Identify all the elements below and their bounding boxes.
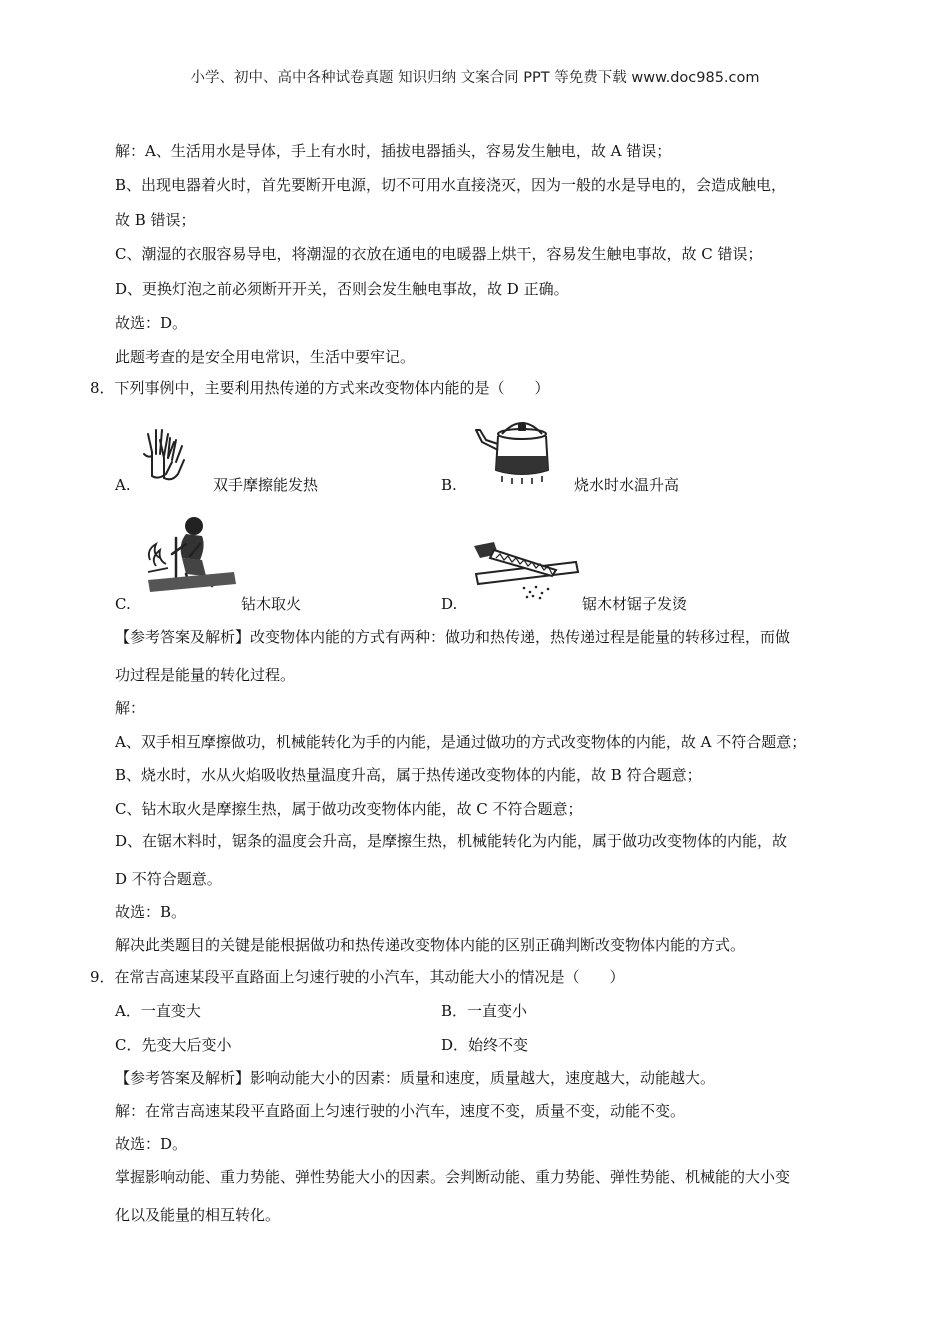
q9-analysis: 【参考答案及解析】影响动能大小的因素：质量和速度，质量越大，速度越大，动能越大。 bbox=[115, 1069, 716, 1087]
q7-solution-line-b: B、出现电器着火时，首先要断开电源，切不可用水直接浇灭，因为一般的水是导电的，会造成触电， bbox=[115, 176, 787, 194]
q7-solution-line-c: C、潮湿的衣服容易导电，将潮湿的衣放在通电的电暖器上烘干，容易发生触电事故，故 C 错误； bbox=[115, 245, 763, 263]
q9-choice: 故选：D。 bbox=[115, 1135, 188, 1153]
rubbing-hands-icon bbox=[138, 424, 194, 482]
q9-summary-line-1: 掌握影响动能、重力势能、弹性势能大小的因素。会判断动能、重力势能、弹性势能、机械能的大小变 bbox=[115, 1168, 791, 1186]
drilling-wood-fire-icon bbox=[142, 514, 242, 596]
q9-option-b: B．一直变小 bbox=[441, 1002, 528, 1020]
saw-wood-icon bbox=[472, 540, 582, 604]
q8-option-c-letter: C. bbox=[115, 595, 131, 613]
q8-solution-label: 解： bbox=[115, 699, 146, 717]
q8-stem: 8．下列事例中，主要利用热传递的方式来改变物体内能的是（ ） bbox=[90, 379, 550, 397]
q9-stem: 9．在常吉高速某段平直路面上匀速行驶的小汽车，其动能大小的情况是（ ） bbox=[90, 968, 625, 986]
q9-solution: 解：在常吉高速某段平直路面上匀速行驶的小汽车，速度不变，质量不变，动能不变。 bbox=[115, 1102, 686, 1120]
page-header: 小学、初中、高中各种试卷真题 知识归纳 文案合同 PPT 等免费下载 www.doc985.com bbox=[190, 70, 760, 86]
q7-solution-line-d: D、更换灯泡之前必须断开开关，否则会发生触电事故，故 D 正确。 bbox=[115, 280, 569, 298]
q9-option-c: C．先变大后变小 bbox=[115, 1036, 232, 1054]
q9-option-a: A．一直变大 bbox=[115, 1002, 201, 1020]
q8-analysis-line-2: 功过程是能量的转化过程。 bbox=[115, 666, 296, 684]
q7-solution-line-a: 解：A、生活用水是导体，手上有水时，插拔电器插头，容易发生触电，故 A 错误； bbox=[115, 142, 672, 160]
q8-option-a-text: 双手摩擦能发热 bbox=[213, 476, 319, 494]
q7-summary: 此题考查的是安全用电常识，生活中要牢记。 bbox=[115, 348, 416, 366]
q8-solution-line-d-cont: D 不符合题意。 bbox=[115, 870, 222, 888]
q8-solution-line-a: A、双手相互摩擦做功，机械能转化为手的内能，是通过做功的方式改变物体的内能，故 A 不符合题意； bbox=[115, 733, 807, 751]
q9-option-d: D．始终不变 bbox=[441, 1036, 529, 1054]
q7-choice: 故选：D。 bbox=[115, 314, 188, 332]
q8-option-c-text: 钻木取火 bbox=[241, 595, 302, 613]
kettle-icon bbox=[472, 412, 562, 488]
q9-summary-line-2: 化以及能量的相互转化。 bbox=[115, 1206, 281, 1224]
q8-solution-line-b: B、烧水时，水从火焰吸收热量温度升高，属于热传递改变物体的内能，故 B 符合题意； bbox=[115, 766, 702, 784]
q8-option-b-text: 烧水时水温升高 bbox=[574, 476, 680, 494]
q8-solution-line-c: C、钻木取火是摩擦生热，属于做功改变物体内能，故 C 不符合题意； bbox=[115, 800, 583, 818]
q8-solution-line-d: D、在锯木料时，锯条的温度会升高，是摩擦生热，机械能转化为内能，属于做功改变物体的内能，故 bbox=[115, 832, 788, 850]
q8-choice: 故选：B。 bbox=[115, 903, 187, 921]
q8-option-d-letter: D. bbox=[441, 595, 458, 613]
q8-summary: 解决此类题目的关键是能根据做功和热传递改变物体内能的区别正确判断改变物体内能的方式。 bbox=[115, 936, 746, 954]
q8-option-d-text: 锯木材锯子发烫 bbox=[582, 595, 688, 613]
q8-option-a-letter: A. bbox=[115, 476, 131, 494]
q7-solution-line-b-cont: 故 B 错误； bbox=[115, 211, 196, 229]
q8-option-b-letter: B. bbox=[441, 476, 457, 494]
q8-analysis-line-1: 【参考答案及解析】改变物体内能的方式有两种：做功和热传递，热传递过程是能量的转移过程，而做 bbox=[115, 628, 791, 646]
